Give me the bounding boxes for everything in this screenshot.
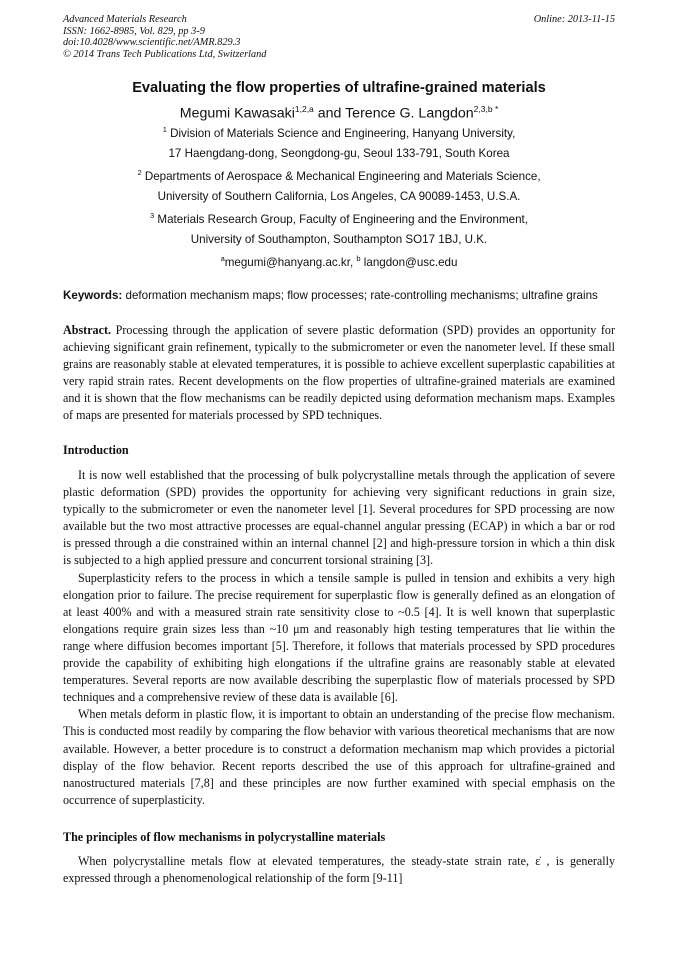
keywords (63, 289, 615, 304)
email-separator: , (349, 255, 357, 269)
affiliation-3-line-1 (63, 211, 615, 226)
affiliation-2-line-1 (63, 168, 615, 183)
abstract (63, 322, 615, 425)
email-a-marker: a (220, 254, 225, 263)
journal-name: Advanced Materials Research (63, 14, 187, 25)
affiliation-3-text: Materials Research Group, Faculty of Engineering and the Environment, (157, 212, 528, 226)
intro-paragraph-1: It is now well established that the processing of bulk polycrystalline metals through the application of severe plastic deformation (SPD) provides the opportunity for achieving very significant reductions in grain size, typically to the submicrometer or even the nanometer level [1]. Several procedures for SPD processing are now available but the two most attractive processes are equal-channel angular pressing (ECAP) in which a bar or rod is pressed through a die constrained within an internal channel [2] and high-pressure torsion in which a thin disk is subjected to a high applied pressure and concurrent torsional straining [3]. (63, 468, 615, 568)
author-kawasaki: Megumi Kawasaki (179, 105, 295, 122)
introduction-heading: Introduction (63, 443, 129, 457)
keywords-label: Keywords: (63, 289, 123, 302)
intro-paragraph-3: When metals deform in plastic flow, it is important to obtain an understanding of the precise flow mechanism. This is conducted most readily by comparing the flow behavior with various theoretical mechanisms that are now available. However, a better procedure is to construct a deformation mechanism map which provides a pictorial display of the flow behavior. Recent reports described the use of this approach for ultrafine-grained and nanostructured materials [7,8] and these principles are now further examined with special emphasis on the occurrence of superplasticity. (63, 707, 615, 807)
online-date: Online: 2013-11-15 (533, 14, 615, 25)
author-line (63, 104, 615, 122)
affiliation-2-text: Departments of Aerospace & Mechanical Engineering and Materials Science, (144, 169, 541, 183)
principles-heading: The principles of flow mechanisms in polycrystalline materials (63, 830, 386, 844)
affiliation-1-line-2: 17 Haengdang-dong, Seongdong-gu, Seoul 133-791, South Korea (168, 147, 510, 160)
keywords-text: deformation mechanism maps; flow processes; rate-controlling mechanisms; ultrafine grains (122, 289, 598, 302)
email-b-marker: b (356, 254, 361, 263)
email-kawasaki[interactable]: megumi@hanyang.ac.kr (224, 255, 350, 269)
intro-paragraph-2: Superplasticity refers to the process in which a tensile sample is pulled in tension and exhibits a very high elongation prior to failure. The precise requirement for superplastic flow is generally defined as an elongation of at least 400% and with a measured strain rate sensitivity close to ~0.5 [4]. It is well known that superplastic elongations require grain sizes less than ~10 μm and reasonably high testing temperatures that lie within the range where diffusion becomes important [5]. Therefore, it follows that materials processed by SPD procedures provide the capability of exhibiting high elongations if the ultrafine grains are reasonably stable at elevated temperatures. Several reports are now available describing the superplastic flow of materials processed by SPD techniques and a comprehensive review of these data is available [6]. (63, 570, 615, 705)
paper-title: Evaluating the flow properties of ultrafine-grained materials (132, 80, 546, 96)
principles-body (63, 853, 615, 887)
copyright-line: © 2014 Trans Tech Publications Ltd, Switzerland (63, 48, 267, 60)
abstract-text: Processing through the application of severe plastic deformation (SPD) provides an opportunity for achieving significant grain refinement, typically to the submicrometer or even the nanometer level. If these small grains are reasonably stable at elevated temperatures, it is possible to achieve excellent superplastic capabilities at very rapid strain rates. Recent developments on the flow properties of ultrafine-grained materials are examined and it is shown that the flow mechanisms can be readily depicted using deformation mechanism maps. Examples of maps are presented for materials processed by SPD techniques. (63, 323, 615, 423)
principles-paragraph-1: When polycrystalline metals flow at elevated temperatures, the steady-state strain rate, ε̇ , is generally expressed through a phenomenological relationship of the form [9-11] (63, 854, 615, 886)
author-and: and (313, 105, 346, 122)
introduction-body (63, 467, 615, 809)
affiliation-1-marker: 1 (162, 125, 167, 134)
affiliation-3-line-2: University of Southampton, Southampton SO17 1BJ, U.K. (190, 233, 488, 246)
affiliation-2-line-2: University of Southern California, Los Angeles, CA 90089-1453, U.S.A. (157, 190, 521, 203)
journal-header (63, 14, 615, 60)
abstract-label: Abstract. (63, 323, 112, 337)
affiliation-1-line-1 (63, 125, 615, 140)
affiliation-1-text: Division of Materials Science and Engineering, Hanyang University, (170, 126, 516, 140)
affiliation-3-marker: 3 (150, 211, 155, 220)
doi-line: doi:10.4028/www.scientific.net/AMR.829.3 (63, 37, 241, 49)
author-langdon: Terence G. Langdon (345, 105, 474, 122)
email-langdon[interactable]: langdon@usc.edu (363, 255, 458, 269)
author-kawasaki-affil: 1,2,a (294, 104, 314, 114)
email-line (63, 254, 615, 269)
affiliation-2-marker: 2 (137, 168, 142, 177)
issn-line: ISSN: 1662-8985, Vol. 829, pp 3-9 (63, 25, 205, 37)
author-langdon-affil: 2,3,b * (473, 104, 499, 114)
